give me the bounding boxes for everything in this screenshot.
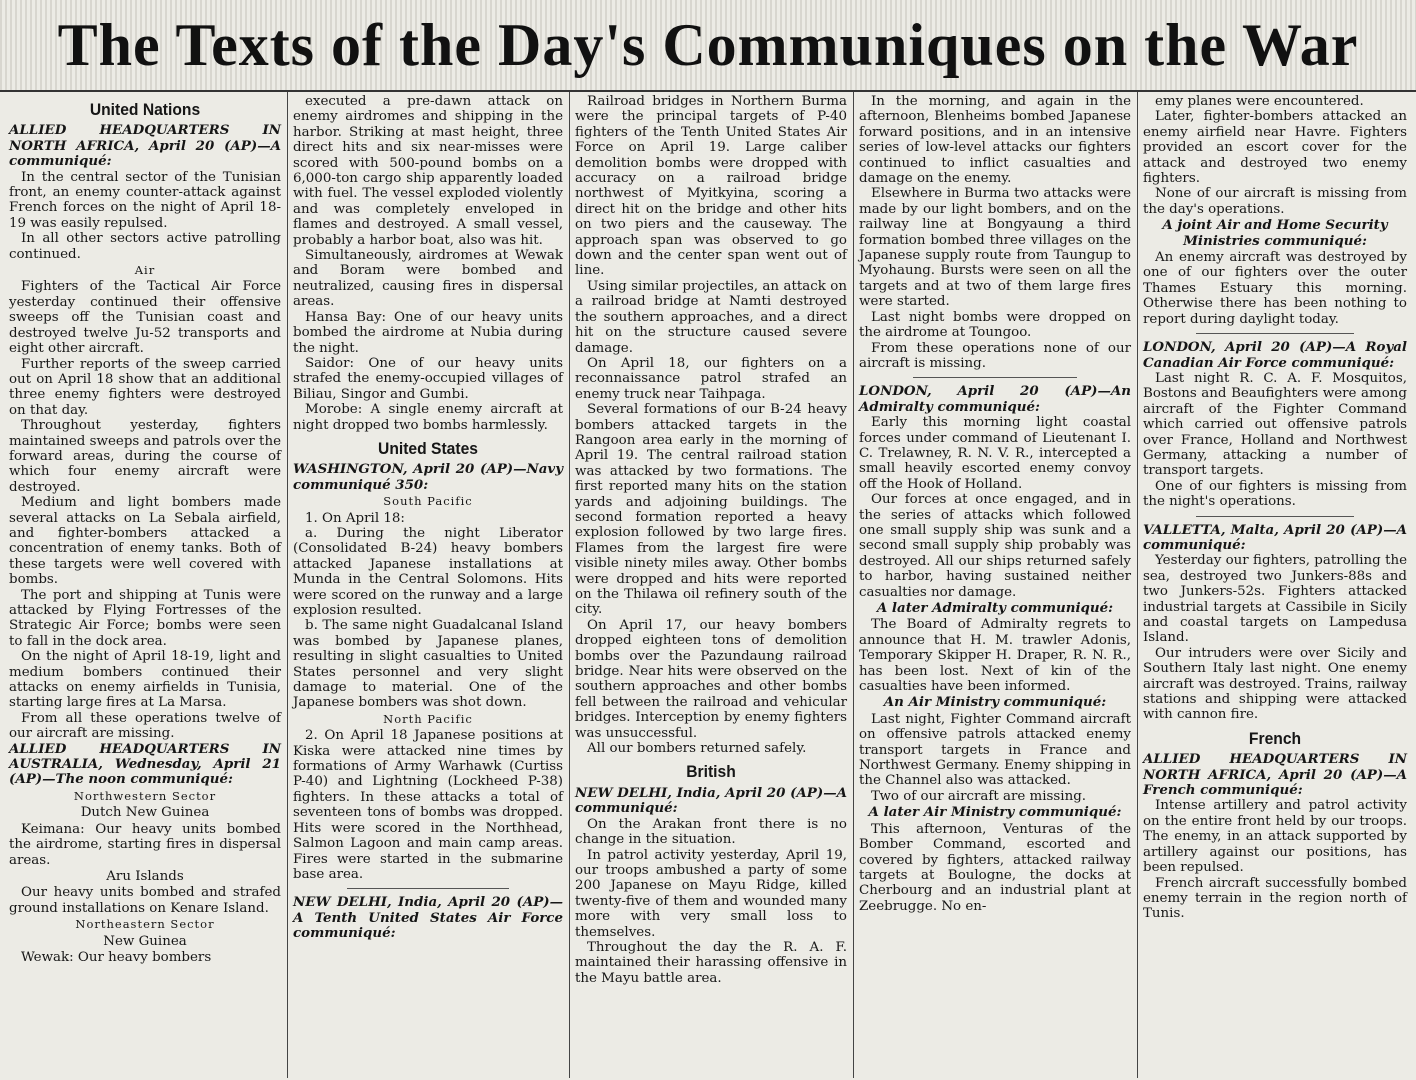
paragraph: Medium and light bombers made several attacks on La Sebala airfield, and fighter-bombers attacked a concentration of enemy tanks. Both of these targets were well covered with bombs. [9,495,281,588]
paragraph: In patrol activity yesterday, April 19, our troops ambushed a party of some 200 Japanese on Mayu Ridge, killed twenty-five of them and wounded many more with very small loss to themselves. [575,847,847,940]
paragraph: Our forces at once engaged, and in the series of attacks which followed one small supply ship was sunk and a second small supply ship probably was destroyed. All our ships returned safely to harbor, having sustained neither casualties nor damage. [859,492,1131,600]
paragraph: Later, fighter-bombers attacked an enemy airfield near Havre. Fighters provided an escort cover for the attack and destroyed two enemy fighters. [1143,109,1407,187]
paragraph: Early this morning light coastal forces under command of Lieutenant I. C. Trelawney, R. N. V. R., intercepted a small heavily escorted enemy convoy off the Hook of Holland. [859,415,1131,492]
dateline: ALLIED HEADQUARTERS IN NORTH AFRICA, April 20 (AP)—A French communiqué: [1143,751,1407,799]
paragraph: The port and shipping at Tunis were attacked by Flying Fortresses of the Strategic Air Force; bombs were seen to fall in the dock area. [9,587,281,649]
paragraph: The Board of Admiralty regrets to announce that H. M. trawler Adonis, Temporary Skipper H. Draper, R. N. R., has been lost. Next of kin of the casualties have been informed. [859,617,1131,695]
paragraph: Simultaneously, airdromes at Wewak and Boram were bombed and neutralized, causing fires in dispersal areas. [293,248,563,310]
paragraph: One of our fighters is missing from the night's operations. [1143,478,1407,510]
paragraph: 1. On April 18: [305,510,405,526]
page-title: The Texts of the Day's Communiques on the War [57,11,1359,78]
section-heading: United States [378,438,478,458]
subheading: Air [134,263,156,278]
column-1 [4,92,286,1078]
paragraph: Several formations of our B-24 heavy bombers attacked targets in the Rangoon area early in the morning of April 19. The central railroad station was attacked by two formations. The first reported many hits on the station yards and adjoining buildings. The second formation reported a heavy explosion followed by two large fires. Flames from the largest fire were visible ninety miles away. Other bombs were dropped and hits were reported on the Thilawa oil refinery south of the city. [575,402,847,618]
section-heading: United Nations [89,100,201,119]
column-2 [288,92,568,1078]
paragraph: Wewak: Our heavy bombers [21,949,212,965]
headline-banner [0,0,1416,92]
paragraph: From all these operations twelve of our aircraft are missing. [9,710,281,742]
dateline: NEW DELHI, India, April 20 (AP)—A communiqué: [575,784,847,817]
paragraph: In the morning, and again in the afternoon, Blenheims bombed Japanese forward positions, and in an intensive series of low-level attacks our fighters continued to inflict casualties and damage on the enemy. [859,94,1131,187]
paragraph: Last night, Fighter Command aircraft on offensive patrols attacked enemy transport targets in France and Northwest Germany. Enemy shipping in the Channel also was attacked. [859,711,1131,789]
paragraph: Saidor: One of our heavy units strafed the enemy-occupied villages of Biliau, Singor and Gumbi. [293,355,563,402]
paragraph: Intense artillery and patrol activity on the entire front held by our troops. The enemy, in an attack supported by artillery against our positions, has been repulsed. [1143,798,1407,876]
paragraph: An enemy aircraft was destroyed by one of our fighters over the outer Thames Estuary this morning. Otherwise there has been nothing to report during daylight today. [1143,250,1407,327]
place-heading: Dutch New Guinea [80,805,210,821]
paragraph: On April 18, our fighters on a reconnaissance patrol strafed an enemy truck near Taihpaga. [575,355,847,402]
paragraph: On the Arakan front there is no change in the situation. [575,816,847,848]
subheading: South Pacific [383,494,473,509]
paragraph: Further reports of the sweep carried out on April 18 show that an additional three enemy fighters were destroyed on that day. [9,356,281,418]
section-heading: British [686,762,736,782]
paragraph: Fighters of the Tactical Air Force yesterday continued their offensive sweeps off the Tunisian coast and destroyed twelve Ju-52 transports and eight other aircraft. [9,279,281,357]
section-divider [347,888,509,889]
paragraph: French aircraft successfully bombed enemy terrain in the region north of Tunis. [1143,875,1407,922]
column-4 [854,92,1136,1078]
dateline: NEW DELHI, India, April 20 (AP)—A Tenth United States Air Force communiqué: [293,894,563,942]
paragraph: Keimana: Our heavy units bombed the airdrome, starting fires in dispersal areas. [9,821,281,868]
article-columns [4,92,1412,1078]
communique-heading: A later Air Ministry communiqué: [868,804,1122,821]
paragraph: Throughout yesterday, fighters maintained sweeps and patrols over the forward areas, during the course of which four enemy aircraft were destroyed. [9,418,281,495]
section-divider [1196,333,1354,334]
paragraph: Railroad bridges in Northern Burma were the principal targets of P-40 fighters of the Tenth United States Air Force on April 19. Large caliber demolition bombs were dropped with accuracy on a railroad bridge northwest of Myitkyina, scoring a direct hit on the bridge and other hits on two piers and the causeway. The approach span was observed to go down and the center span went out of line. [575,94,847,279]
paragraph: In the central sector of the Tunisian front, an enemy counter-attack against French forces on the night of April 18-19 was easily repulsed. [9,169,281,231]
paragraph: None of our aircraft is missing from the day's operations. [1143,186,1407,217]
column-5 [1138,92,1412,1078]
paragraph: Elsewhere in Burma two attacks were made by our light bombers, and on the railway line at Bongyaung a third formation bombed three villages on the Japanese supply route from Taungup to Myohaung. Bursts were seen on all the targets and at two of them large fires were started. [859,186,1131,310]
paragraph: Hansa Bay: One of our heavy units bombed the airdrome at Nubia during the night. [293,309,563,356]
paragraph: executed a pre-dawn attack on enemy airdromes and shipping in the harbor. Striking at mast height, three direct hits and six near-misses were scored with 500-pound bombs on a 6,000-ton cargo ship apparently loaded with fuel. The vessel exploded violently and was completely enveloped in flames and destroyed. A small vessel, probably a harbor boat, also was hit. [293,94,563,248]
communique-heading: A joint Air and Home Security Ministries communiqué: [1162,217,1388,249]
paragraph: b. The same night Guadalcanal Island was bombed by Japanese planes, resulting in slight casualties to United States personnel and very slight damage to material. One of the Japanese bombers was shot down. [293,618,563,711]
paragraph: Our heavy units bombed and strafed ground installations on Kenare Island. [9,885,281,916]
column-3 [570,92,852,1078]
section-divider [913,377,1076,378]
paragraph: emy planes were encountered. [1155,94,1364,109]
place-heading: New Guinea [103,933,187,949]
paragraph: Last night R. C. A. F. Mosquitos, Bostons and Beaufighters were among aircraft of the Fighter Command which carried out offensive patrols over France, Holland and Northwest Germany, attacking a number of transport targets. [1143,370,1407,479]
dateline: ALLIED HEADQUARTERS IN AUSTRALIA, Wednesday, April 21 (AP)—The noon communiqué: [9,740,281,788]
paragraph: Yesterday our fighters, patrolling the sea, destroyed two Junkers-88s and two Junkers-52s. Fighters attacked industrial targets at Cassibile in Sicily and coastal targets on Lampedusa Island. [1143,553,1407,646]
section-heading: French [1248,728,1302,748]
paragraph: On April 17, our heavy bombers dropped eighteen tons of demolition bombs over the Pazundaung railroad bridge. Near hits were observed on the southern approaches and other bombs fell between the railroad and vehicular bridges. Interception by enemy fighters was unsuccessful. [575,617,847,741]
paragraph: Last night bombs were dropped on the airdrome at Toungoo. [859,309,1131,341]
paragraph: Two of our aircraft are missing. [871,788,1087,804]
dateline: LONDON, April 20 (AP)—An Admiralty communiqué: [859,383,1131,415]
paragraph: All our bombers returned safely. [587,741,807,757]
paragraph: Throughout the day the R. A. F. maintained their harassing offensive in the Mayu battle area. [575,939,847,986]
subheading: Northwestern Sector [73,788,217,803]
dateline: ALLIED HEADQUARTERS IN NORTH AFRICA, April 20 (AP)—A communiqué: [9,122,281,170]
paragraph: From these operations none of our aircraft is missing. [859,340,1131,371]
paragraph: Using similar projectiles, an attack on a railroad bridge at Namti destroyed the southern approaches, and a direct hit on the structure caused severe damage. [575,278,847,356]
paragraph: Our intruders were over Sicily and Southern Italy last night. One enemy aircraft was destroyed. Trains, railway stations and shipping were attacked with cannon fire. [1143,645,1407,723]
section-divider [1196,516,1354,517]
paragraph: In all other sectors active patrolling continued. [9,231,281,262]
subheading: Northeastern Sector [75,917,215,932]
dateline: WASHINGTON, April 20 (AP)—Navy communiqué 350: [293,461,563,493]
communique-heading: A later Admiralty communiqué: [876,600,1114,616]
paragraph: On the night of April 18-19, light and medium bombers continued their attacks on enemy airfields in Tunisia, starting large fires at La Marsa. [9,649,281,711]
paragraph: This afternoon, Venturas of the Bomber Command, escorted and covered by fighters, attacked railway targets at Boulogne, the docks at Cherbourg and an industrial plant at Zeebrugge. No en- [859,821,1131,914]
communique-heading: An Air Ministry communiqué: [883,694,1107,711]
dateline: LONDON, April 20 (AP)—A Royal Canadian Air Force communiqué: [1143,339,1407,371]
subheading: North Pacific [383,711,473,726]
place-heading: Aru Islands [106,868,184,884]
paragraph: Morobe: A single enemy aircraft at night dropped two bombs harmlessly. [293,402,563,433]
paragraph: 2. On April 18 Japanese positions at Kiska were attacked nine times by formations of Army Warhawk (Curtiss P-40) and Lightning (Lockheed P-38) fighters. In these attacks a total of seventeen tons of bombs was dropped. Hits were scored in the Northhead, Salmon Lagoon and main camp areas. Fires were started in the submarine base area. [293,728,563,882]
paragraph: a. During the night Liberator (Consolidated B-24) heavy bombers attacked Japanese installations at Munda in the Central Solomons. Hits were scored on the runway and a large explosion resulted. [293,525,563,618]
dateline: VALLETTA, Malta, April 20 (AP)—A communiqué: [1143,521,1407,553]
